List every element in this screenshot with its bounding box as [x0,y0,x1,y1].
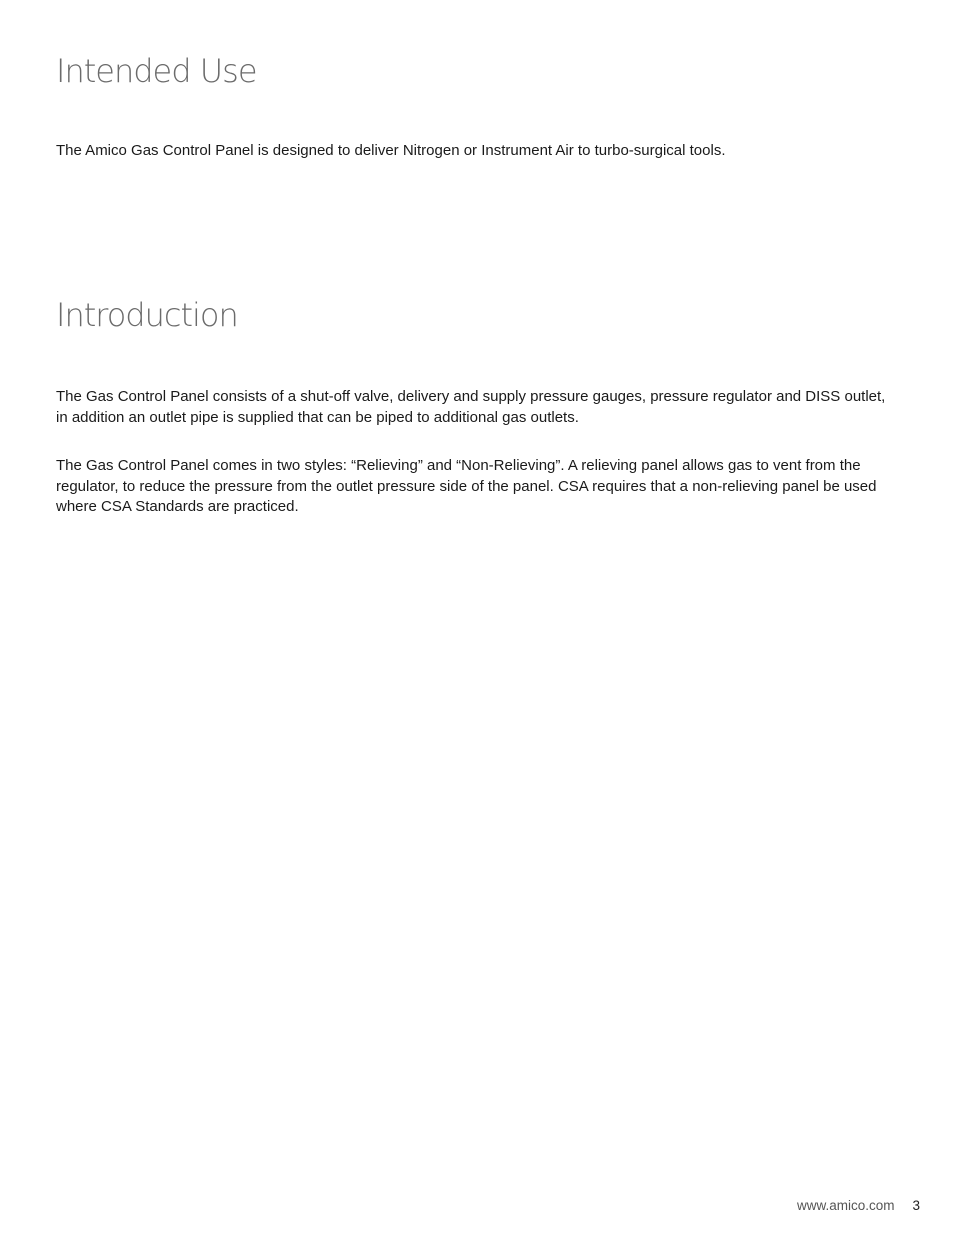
introduction-paragraph-2: The Gas Control Panel comes in two styles: “Relieving” and “Non-Relieving”. A relieving panel allows gas to vent from the regulator, to reduce the pressure from the outlet pressure side of the panel. CSA requires that a non-relieving panel be used where CSA Standards are practiced. [56,457,877,515]
footer-website: www.amico.com [796,1198,895,1213]
intended-use-paragraph: The Amico Gas Control Panel is designed to deliver Nitrogen or Instrument Air to turbo-surgical tools. [56,142,726,159]
section-title-introduction: Introduction [56,296,238,334]
section-title-intended-use: Intended Use [56,52,257,90]
page-footer [797,1198,920,1213]
introduction-paragraph-1: The Gas Control Panel consists of a shut-off valve, delivery and supply pressure gauges, pressure regulator and DISS outlet, in addition an outlet pipe is supplied that can be piped to additional gas outlets. [56,388,886,426]
page-number: 3 [912,1198,920,1213]
